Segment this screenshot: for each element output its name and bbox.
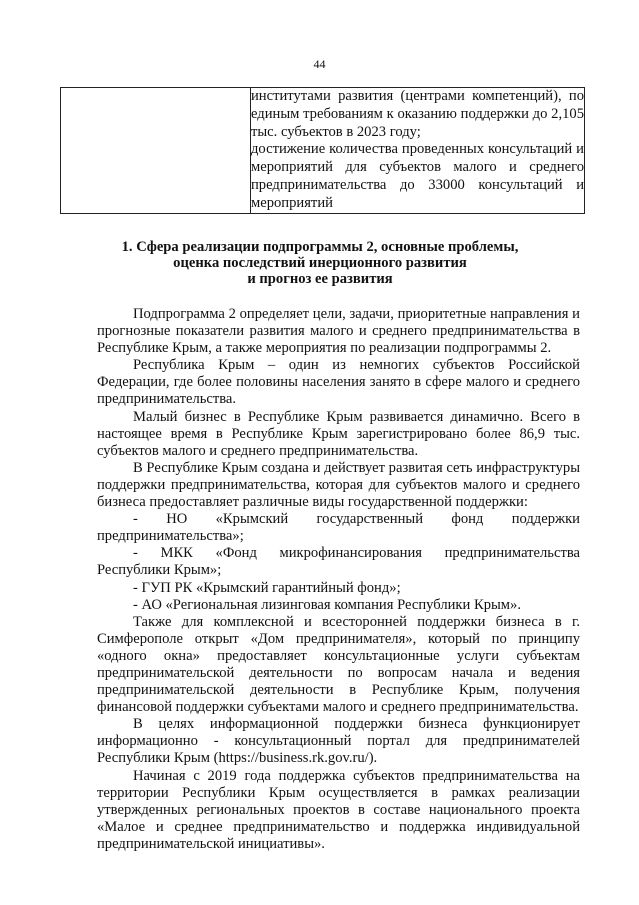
- section-body: [97, 306, 580, 853]
- paragraph: Также для комплексной и всесторонней поддержки бизнеса в г. Симферополе открыт «Дом предпринимателя», который по принципу «одного окна» предоставляет консультационные услуги субъектам предпринимательской деятельности по вопросам начала и ведения предпринимательской деятельности в Республике Крым, получения финансовой поддержки субъектами малого и среднего предпринимательства.: [97, 613, 580, 716]
- page-number: 44: [313, 57, 326, 71]
- paragraph: В Республике Крым создана и действует развитая сеть инфраструктуры поддержки предпринимательства, которая для субъектов малого и среднего бизнеса предоставляет различные виды государственной поддержки:: [97, 459, 580, 511]
- paragraph: В целях информационной поддержки бизнеса функционирует информационно - консультационный портал для предпринимателей Республики Крым (https://business.rk.gov.ru/).: [97, 716, 580, 767]
- section-heading-line: и прогноз ее развития: [247, 271, 393, 287]
- list-item: - МКК «Фонд микрофинансирования предпринимательства Республики Крым»;: [97, 545, 580, 579]
- list-item: - АО «Региональная лизинговая компания Республики Крым».: [133, 596, 521, 613]
- table-cell-text: [251, 88, 585, 214]
- list-item: - НО «Крымский государственный фонд поддержки предпринимательства»;: [97, 511, 580, 545]
- section-heading-line: 1. Сфера реализации подпрограммы 2, основные проблемы,: [121, 239, 519, 255]
- table-cell-empty: [61, 88, 251, 214]
- continuation-table: [60, 87, 585, 214]
- section-heading-line: оценка последствий инерционного развития: [173, 255, 467, 271]
- list-item: - ГУП РК «Крымский гарантийный фонд»;: [133, 579, 401, 596]
- paragraph: Начиная с 2019 года поддержка субъектов предпринимательства на территории Республики Крым осуществляется в рамках реализации утвержденных региональных проектов в составе национального проекта «Малое и среднее предпринимательство и поддержка индивидуальной предпринимательской инициативы».: [97, 767, 580, 852]
- paragraph: Малый бизнес в Республике Крым развивается динамично. Всего в настоящее время в Республике Крым зарегистрировано более 86,9 тыс. субъектов малого и среднего предпринимательства.: [97, 408, 580, 459]
- table-row: [61, 88, 585, 214]
- table-cell-paragraph: достижение количества проведенных консультаций и мероприятий для субъектов малого и среднего предпринимательства до 33000 консультаций и мероприятий: [251, 141, 584, 211]
- paragraph: Подпрограмма 2 определяет цели, задачи, приоритетные направления и прогнозные показатели развития малого и среднего предпринимательства в Республике Крым, а также мероприятия по реализации подпрограммы 2.: [97, 306, 580, 357]
- section-heading: [90, 239, 550, 287]
- paragraph: Республика Крым – один из немногих субъектов Российской Федерации, где более половины населения занято в сфере малого и среднего предпринимательства.: [97, 357, 580, 408]
- table-cell-paragraph: институтами развития (центрами компетенций), по единым требованиям к оказанию поддержки до 2,105 тыс. субъектов в 2023 году;: [251, 88, 584, 140]
